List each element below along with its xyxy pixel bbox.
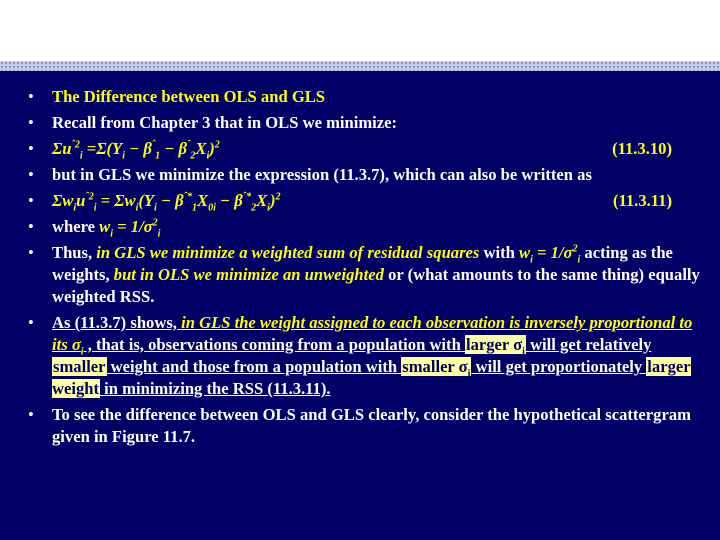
weight-definition: $w_i = 1/\sigma^2_i$	[99, 217, 161, 240]
weight-formula: $w_i = 1/\sigma^2_i$	[519, 243, 581, 266]
highlight-gls-weighted: in GLS we minimize a weighted sum of residual squares	[96, 243, 480, 262]
box-larger-weight: larger weight	[52, 357, 691, 398]
where-prefix: where	[52, 217, 100, 236]
equation-gls-row	[52, 190, 672, 212]
recall-text: Recall from Chapter 3 that in OLS we minimize:	[52, 113, 398, 132]
bullet-gls	[24, 164, 700, 186]
see-text: To see the difference between OLS and GLS clearly, consider the hypothetical scattergram given in Figure 11.7.	[52, 405, 691, 446]
equation-ols: • $\Sigma u^{ˆ2}_i =\Sigma(Y_i - \beta^ˆ_1 - \beta^ˆ_2X_i)^2$	[52, 139, 220, 162]
bullet-list	[24, 86, 700, 452]
header-divider	[0, 61, 720, 71]
gls-text: but in GLS we minimize the expression (11.3.7), which can also be written as	[52, 165, 592, 184]
bullet-equation-ols	[24, 138, 700, 160]
box-smaller: smaller	[53, 357, 106, 376]
equation-number-11-3-10: (11.3.10)	[612, 139, 672, 158]
bullet-as-shows: • As (11.3.7) shows, in GLS the weight assigned to each observation is inversely proportional to its $\sigma_i$ , that is, observations coming from a population with larger $\sigma_i$ will get relatively smaller weight and those from a population with smaller $\sigma_i$ will get proportionately larger weight in minimizing the RSS (11.3.11).	[24, 312, 700, 400]
section-title: The Difference between OLS and GLS	[52, 87, 326, 106]
box-smaller-sigma: smaller $\sigma_i$	[402, 357, 471, 380]
bullet-thus: • Thus, in GLS we minimize a weighted sum of residual squares with $w_i = 1/\sigma^2_i$ acting as the weights, but in OLS we minimize an unweighted or (what amounts to the same thing) equally weighted RSS.	[24, 242, 700, 308]
highlight-inverse-proportional: in GLS the weight assigned to each observation is inversely proportional to its $\sigma_i$	[52, 313, 693, 358]
bullet-where	[24, 216, 700, 238]
bullet-recall	[24, 112, 700, 134]
box-larger-sigma: larger $\sigma_i$	[465, 335, 525, 358]
equation-number-11-3-11: (11.3.11)	[612, 191, 672, 210]
bullet-see-difference	[24, 404, 700, 448]
bullet-equation-gls	[24, 190, 700, 212]
highlight-ols-unweighted: but in OLS we minimize an unweighted	[113, 265, 384, 284]
equation-gls: • $\Sigma w_iu^{ˆ2}_i = \Sigma w_i(Y_i - \beta^{ˆ*}_1X_{0i} - \beta^{ˆ*}_2X_i)^2$	[52, 191, 281, 214]
bullet-title	[24, 86, 700, 108]
slide-header-band	[0, 0, 720, 61]
equation-ols-row	[52, 138, 672, 160]
